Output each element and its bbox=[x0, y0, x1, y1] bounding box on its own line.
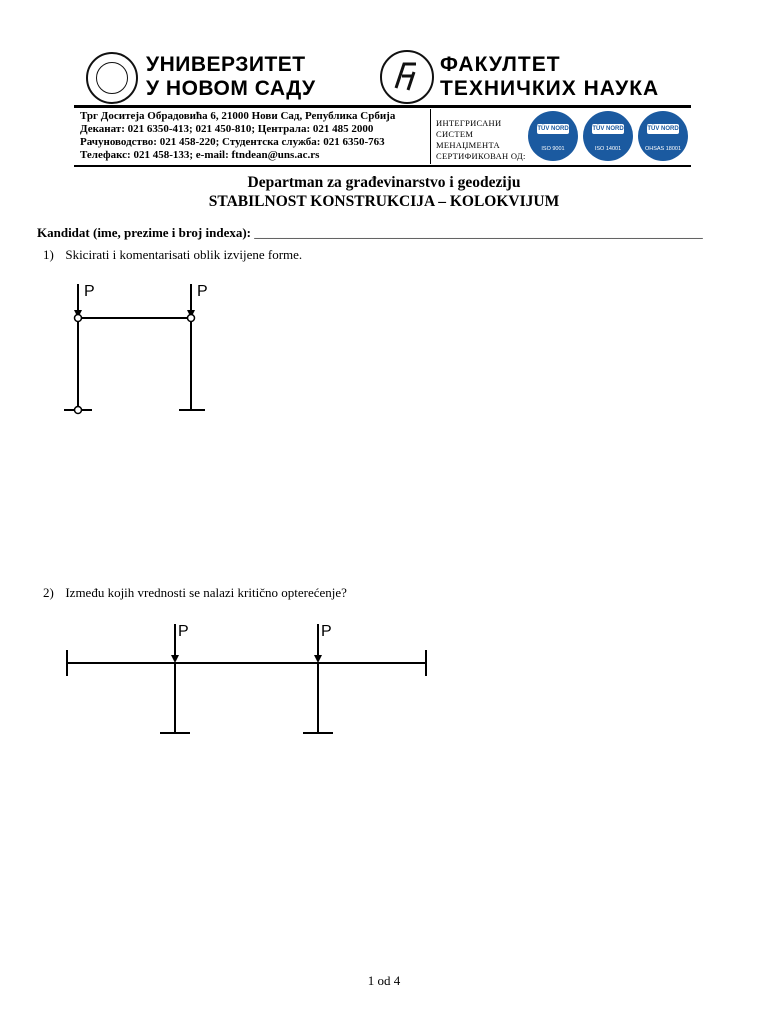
hinge-right bbox=[188, 315, 195, 322]
university-name-line1: УНИВЕРЗИТЕТ bbox=[146, 53, 306, 76]
cert-line3: МЕНАЏМЕНТА bbox=[436, 140, 500, 150]
header-vertical-divider bbox=[430, 109, 431, 164]
question-2-text: Između kojih vrednosti se nalazi kritično opterećenje? bbox=[65, 585, 347, 600]
question-2-number: 2) bbox=[43, 585, 54, 600]
tuv-iso9001-badge bbox=[528, 111, 578, 161]
faculty-logo bbox=[380, 50, 434, 104]
tuv-ohsas18001-badge bbox=[638, 111, 688, 161]
page-number: 1 od 4 bbox=[367, 973, 401, 988]
contact-dean: Деканат: 021 6350-413; 021 450-810; Централа: 021 485 2000 bbox=[80, 123, 374, 135]
load-label-1: P bbox=[178, 623, 189, 640]
contact-block bbox=[80, 110, 395, 162]
university-name bbox=[146, 53, 316, 101]
frame-diagram bbox=[0, 270, 260, 430]
hinge-left bbox=[75, 315, 82, 322]
candidate-label: Kandidat (ime, prezime i broj indexa): bbox=[37, 225, 255, 240]
load-arrowhead-2 bbox=[314, 655, 322, 663]
question-2 bbox=[43, 585, 347, 601]
load-label-right: P bbox=[197, 283, 208, 300]
faculty-name-line1: ФАКУЛТЕТ bbox=[440, 53, 561, 76]
contact-fax-email: Телефакс: 021 458-133; e-mail: ftndean@uns.ac.rs bbox=[80, 149, 320, 161]
load-label-left: P bbox=[84, 283, 95, 300]
department-name: Departman za građevinarstvo i geodeziju bbox=[247, 174, 521, 191]
badge-standard: OHSAS 18001 bbox=[644, 146, 682, 152]
question-1-text: Skicirati i komentarisati oblik izvijene forme. bbox=[65, 247, 303, 262]
cert-line1: ИНТЕГРИСАНИ bbox=[436, 118, 502, 128]
department-heading bbox=[0, 173, 768, 211]
load-label-2: P bbox=[321, 623, 332, 640]
load-arrowhead-1 bbox=[171, 655, 179, 663]
header-bottom-rule bbox=[74, 165, 691, 167]
candidate-line bbox=[37, 224, 737, 242]
exam-title: STABILNOST KONSTRUKCIJA – KOLOKVIJUM bbox=[208, 193, 560, 210]
tuv-iso14001-badge bbox=[583, 111, 633, 161]
badge-label: TÜV NORD bbox=[592, 126, 624, 132]
question-1 bbox=[43, 247, 302, 263]
candidate-input-line[interactable]: _____________________________________________________________________ bbox=[254, 225, 703, 240]
certification-text bbox=[436, 118, 526, 162]
faculty-name-line2: ТЕХНИЧКИХ НАУКА bbox=[440, 77, 660, 100]
badge-standard: ISO 14001 bbox=[594, 146, 622, 152]
hinge-base-left bbox=[75, 407, 82, 414]
header-top-rule bbox=[74, 105, 691, 108]
contact-address: Трг Доситеја Обрадовића 6, 21000 Нови Сад, Република Србија bbox=[80, 110, 396, 122]
university-name-line2: У НОВОМ САДУ bbox=[146, 77, 316, 100]
cert-line4: СЕРТИФИКОВАН ОД: bbox=[436, 151, 526, 161]
cert-line2: СИСТЕМ bbox=[436, 129, 474, 139]
university-seal-logo bbox=[86, 52, 138, 104]
question-1-number: 1) bbox=[43, 247, 54, 262]
badge-label: TÜV NORD bbox=[537, 126, 569, 132]
badge-label: TÜV NORD bbox=[647, 126, 679, 132]
badge-standard: ISO 9001 bbox=[541, 146, 565, 152]
contact-accounting: Рачуноводство: 021 458-220; Студентска служба: 021 6350-763 bbox=[80, 136, 385, 148]
beam-diagram bbox=[0, 610, 460, 750]
faculty-name bbox=[440, 53, 659, 101]
